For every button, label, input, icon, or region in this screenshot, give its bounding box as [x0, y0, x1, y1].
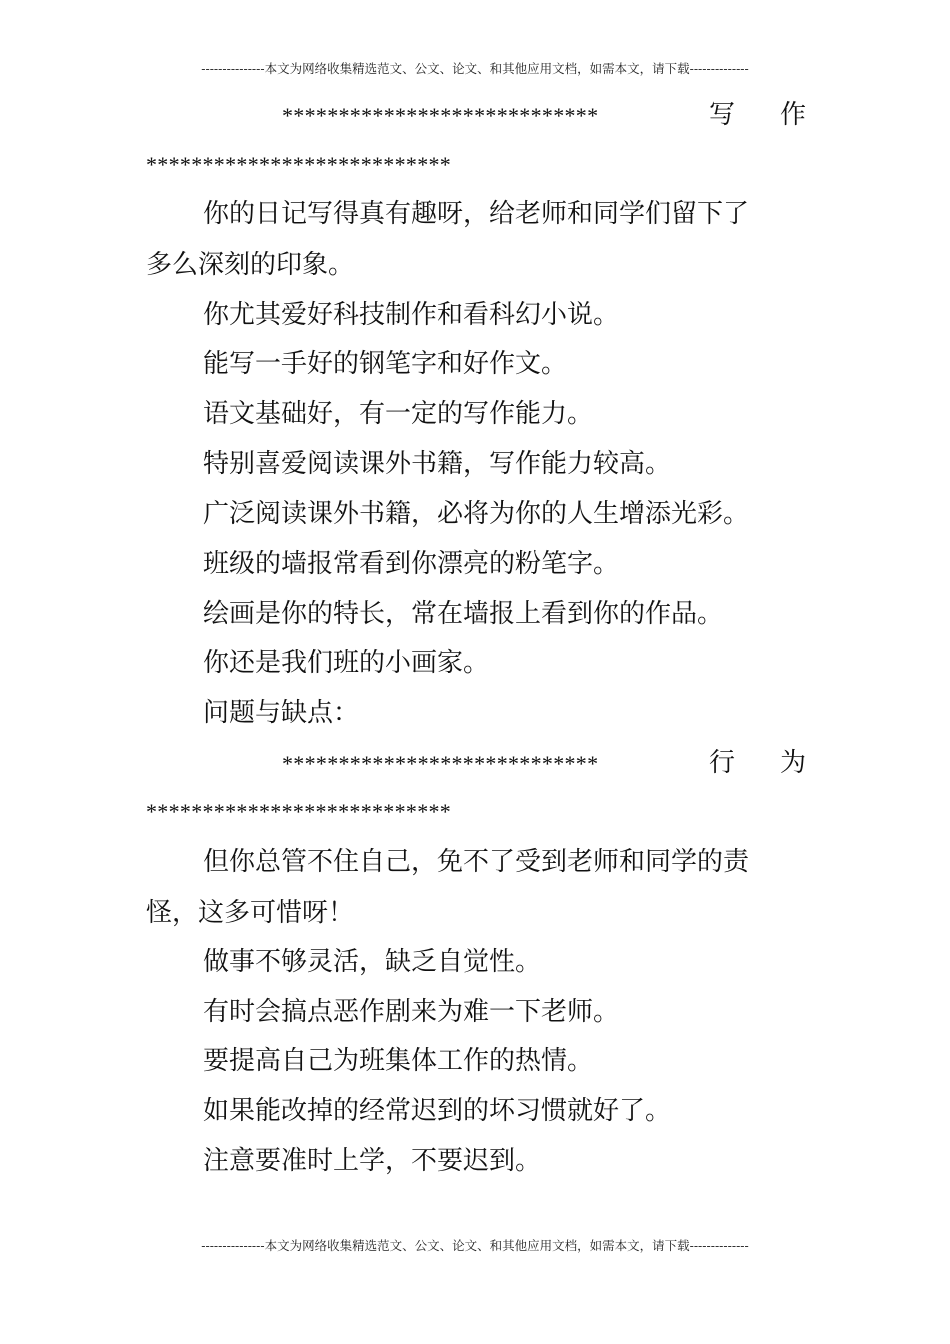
paragraph-line: 如果能改掉的经常迟到的坏习惯就好了。 — [203, 1096, 672, 1126]
paragraph-line: 能写一手好的钢笔字和好作文。 — [203, 349, 568, 379]
paragraph-line: 你尤其爱好科技制作和看科幻小说。 — [203, 300, 620, 330]
paragraph-line: 做事不够灵活，缺乏自觉性。 — [203, 947, 542, 977]
section-stars-left: **************************** — [282, 751, 599, 776]
paragraph-line: 特别喜爱阅读课外书籍，写作能力较高。 — [203, 449, 672, 479]
footer-banner: ---------------本文为网络收集精选范文、公文、论文、和其他应用文档，如需本文，请下载-------------- — [201, 1238, 749, 1253]
paragraph-line: 问题与缺点： — [203, 698, 360, 728]
paragraph-line: 你还是我们班的小画家。 — [203, 648, 490, 678]
paragraph-line: 语文基础好，有一定的写作能力。 — [203, 399, 594, 429]
paragraph-line: 但你总管不住自己，免不了受到老师和同学的责 — [203, 847, 750, 877]
paragraph-line: 广泛阅读课外书籍，必将为你的人生增添光彩。 — [203, 499, 750, 529]
section-heading-char: 写 — [709, 100, 736, 130]
paragraph-line: 班级的墙报常看到你漂亮的粉笔字。 — [203, 549, 620, 579]
paragraph-line: 你的日记写得真有趣呀，给老师和同学们留下了 — [203, 199, 750, 229]
paragraph-line: 要提高自己为班集体工作的热情。 — [203, 1046, 594, 1076]
paragraph-line: 多么深刻的印象。 — [146, 250, 355, 280]
section-heading-char: 行 — [709, 748, 736, 778]
paragraph-line: 注意要准时上学，不要迟到。 — [203, 1146, 542, 1176]
section-stars-right: *************************** — [146, 152, 452, 177]
section-stars-left: **************************** — [282, 103, 599, 128]
header-banner: ---------------本文为网络收集精选范文、公文、论文、和其他应用文档，如需本文，请下载-------------- — [201, 61, 749, 76]
section-heading-char: 作 — [780, 100, 807, 130]
paragraph-line: 有时会搞点恶作剧来为难一下老师。 — [203, 997, 620, 1027]
section-stars-right: *************************** — [146, 799, 452, 824]
section-heading-char: 为 — [780, 748, 807, 778]
paragraph-line: 怪，这多可惜呀！ — [146, 898, 355, 928]
paragraph-line: 绘画是你的特长，常在墙报上看到你的作品。 — [203, 599, 724, 629]
